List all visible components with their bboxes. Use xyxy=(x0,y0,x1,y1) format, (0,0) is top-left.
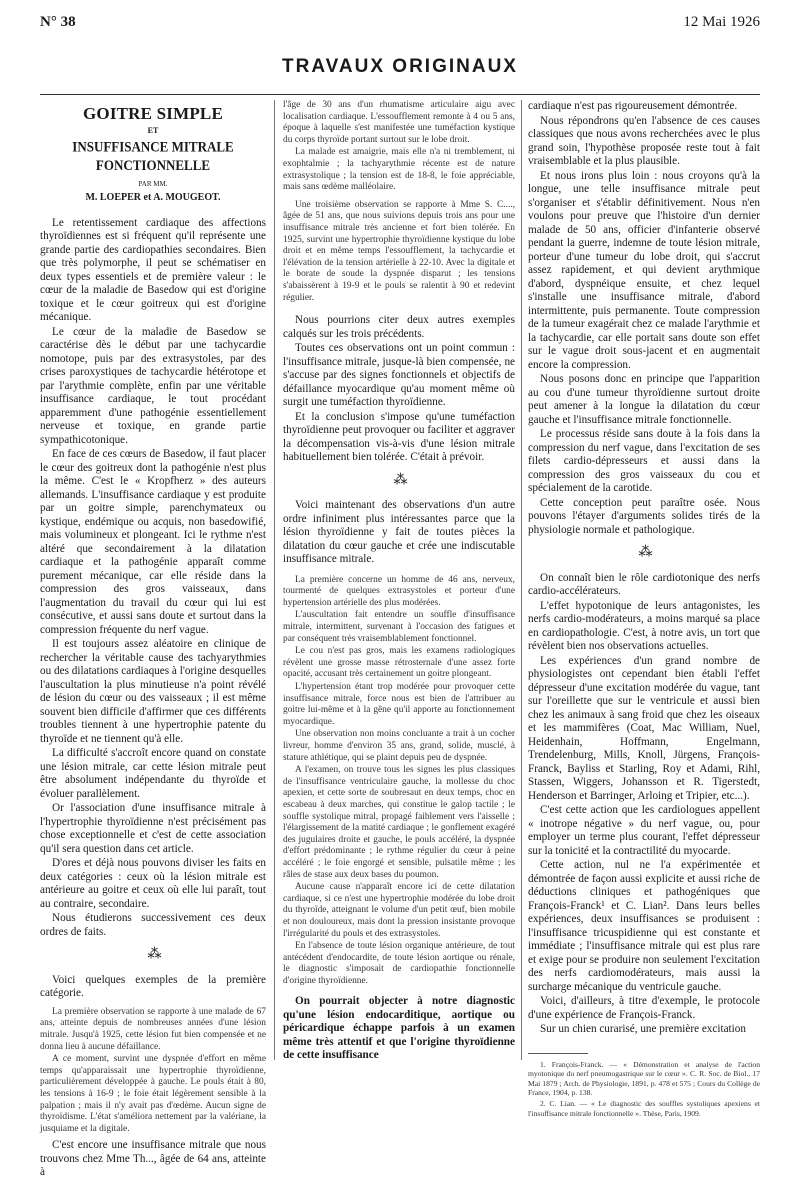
section-title: TRAVAUX ORIGINAUX xyxy=(282,56,518,77)
footnote: 1. François-Franck. — « Démonstration et analyse de l'action myotonique du nerf pneumogastrique sur le cœur ». C. R. Soc. de Biol., 17 Mai 1879 ; Arch. de Physiologie, 1891, p. 478 et 575 ; Cours du Collège de France, 1904, p. 138. xyxy=(528,1059,760,1098)
paragraph: Nous étudierons successivement ces deux ordres de faits. xyxy=(40,912,266,938)
observation-paragraph: A ce moment, survint une dyspnée d'effort en même temps qu'apparaissait une hypertrophie thyroïdienne, particulièrement développée à gauche. Le pouls était à 80, les tensions à 16-9 ; le foie était légèrement sensible à la palpation ; mais il n'y avait pas d'œdème. Aucun signe de thyroïdisme. L'état s'améliora nettement par la valériane, la jusquiame et la digitale. xyxy=(40,1054,266,1134)
issue-number: N° 38 xyxy=(40,14,76,30)
paragraph: Cette action, nul ne l'a expérimentée et démontrée de façon aussi explicite et aussi riche de déductions cliniques et pathogéniques que François-Franck¹ et C. Lian². Dans leurs belles expériences, deux insuffisances se produisent : l'insuffisance tricuspidienne qui est constante et immédiate ; l'insuffisance mitrale qui est plus rare et exige pour se produire non seulement l'excitation des nerfs cardiomodérateurs, mais aussi la surcharge mécanique du ventricule gauche. xyxy=(528,859,760,993)
article-subtitle: INSUFFISANCE MITRALE FONCTIONNELLE xyxy=(72,137,234,173)
paragraph: Sur un chien curarisé, une première excitation xyxy=(540,1023,746,1036)
observation-paragraph: A l'examen, on trouve tous les signes les plus classiques de l'insuffisance ventriculaire gauche, la mollesse du choc apexien, et cette sorte de soubresaut en deux temps, choc en escabeau à deux marches, qui constitue le galop tactile ; le souffle systolique mitral, propagé faiblement vers l'aisselle ; l'élargissement de la matité cardiaque ; le gonflement exagéré des jugulaires droite et gauche, le pouls accéléré, la dyspnée d'effort prédominante ; le rythme régulier du cœur à peine accéléré ; le foie engorgé et sensible, pulsatile même ; les râles de stase aux deux bases du poumon. xyxy=(283,765,515,880)
paragraph: Les expériences d'un grand nombre de physiologistes ont cependant bien établi l'effet dépresseur d'une excitation modérée du vague, tant sur l'oreillette que sur le ventricule et aussi bien chez les animaux à sang froid que chez les oiseaux et les mammifères (Coat, Mac William, Nuel, Heidenhain, Hoffmann, Engelmann, Trendelenburg, Mills, Knoll, Jürgens, François-Franck, Bayliss et Starling, Roy et Adami, Rihl, Stassen, Wiggers, Johansson et R. Tigerstedt, Henderson et Barringer, Arloing et Tripier, etc...). xyxy=(528,654,760,802)
observation-paragraph: La première concerne un homme de 46 ans, nerveux, tourmenté de quelques extrasystoles et porteur d'une hypertension artérielle des plus modérées. xyxy=(283,574,515,608)
paragraph: En face de ces cœurs de Basedow, il faut placer le cœur des goitreux dont la pathogénie n'est plus la même. C'est le « Kropfherz » des auteurs allemands. L'insuffisance cardiaque y est produite par un goitre simple, parenchymateux ou kystique, endémique ou acquis, non basedowifié, mais volumineux et plongeant. Ici le rythme n'est altéré que secondairement à la dilatation cardiaque et la pathogénie apparaît comme purement mécanique, car elle réside dans la compression des gros vaisseaux, dans l'augmentation du travail du cœur qui lui est consécutive, et aussi sans doute et surtout dans la compression fréquente du nerf vague. xyxy=(40,448,266,636)
observation-paragraph: Une observation non moins concluante a trait à un cocher livreur, homme d'environ 35 ans, grand, solide, musclé, à stature athlétique, qui se plaint depuis peu de dyspnée. xyxy=(283,729,515,763)
observation-paragraph: L'hypertension étant trop modérée pour provoquer cette insuffisance mitrale, force nous est bien de l'attribuer au goitre lui-même et à la gêne qu'il apporte au fonctionnement myocardique. xyxy=(283,682,515,727)
paragraph: La difficulté s'accroît encore quand on constate une lésion mitrale, car cette lésion mitrale peut être absolument indépendante du thyroïde et évoluer parallèlement. xyxy=(40,747,266,800)
paragraph: C'est encore une insuffisance mitrale que nous trouvons chez Mme Th..., âgée de 64 ans, atteinte à xyxy=(40,1139,266,1179)
column-divider xyxy=(274,100,275,1060)
paragraph: Nous répondrons qu'en l'absence de ces causes classiques que nous avons recherchées avec le plus grand soin, l'hypothèse proposée reste tout à fait vraisemblable et la plus plausible. xyxy=(528,114,760,167)
paragraph: Cette conception peut paraître osée. Nous pouvons l'étayer d'arguments solides tirés de la physiologie normale et pathologique. xyxy=(528,496,760,536)
observation-paragraph: La malade est amaigrie, mais elle n'a ni tremblement, ni exophtalmie ; la tachyarythmie récente est de nature extrasystolique ; la tension est de 18-8, le foie appréciable, mais sans œdème malléolaire. xyxy=(283,147,515,193)
paragraph: Nous pourrions citer deux autres exemples calqués sur les trois précédents. xyxy=(283,314,515,340)
paragraph: Et nous irons plus loin : nous croyons qu'à la longue, une telle insuffisance mitrale peut s'organiser et s'établir définitivement. Nous n'en voulons pour preuve que l'histoire d'un dernier malade de 50 ans, officier d'infanterie observé pendant la guerre, indemne de toute lésion mitrale, porteur d'une tumeur du lobe droit, qui s'accrut assez rapidement, et qui devient arythmique d'abord, dyspnéique ensuite, et chez lequel s'installe une insuffisance mitrale, d'abord intermittente, puis permanente. Toute compression de la tumeur exagérait chez ce malade l'arythmie et la tachycardie, car elle portait sans doute son effet sur le vague droit sous-jacent et en augmentait encore la compression. xyxy=(528,169,760,371)
issue-date: 12 Mai 1926 xyxy=(683,14,760,30)
paragraph: L'effet hypotonique de leurs antagonistes, les nerfs cardio-modérateurs, a moins marqué sa place en cardiopathologie. C'est, à notre avis, un tort que révèlent bien nos observations actuelles. xyxy=(528,599,760,653)
section-stars: ⁂ xyxy=(638,545,650,560)
column-divider xyxy=(521,100,522,1060)
observation-paragraph: l'âge de 30 ans d'un rhumatisme articulaire aigu avec localisation cardiaque. L'essoufflement remonte à 4 ou 5 ans, époque à laquelle s'est manifestée une tuméfaction kystique du corps thyroïde portant surtout sur le lobe droit. xyxy=(283,100,515,145)
observation-paragraph: La première observation se rapporte à une malade de 67 ans, atteinte depuis de nombreuses années d'une lésion mitrale. Jusqu'à 1925, cette lésion fut bien compensée et ne donna lieu à aucune défaillance. xyxy=(40,1006,266,1052)
column-2 xyxy=(283,100,515,1068)
paragraph: C'est cette action que les cardiologues appellent « inotrope négative » du nerf vague, ou, pour employer un terme plus courant, l'effet dépresseur sur la tonicité et la contractilité du myocarde. xyxy=(528,804,760,857)
observation-paragraph: Une troisième observation se rapporte à Mme S. C...., âgée de 51 ans, que nous suivions depuis trois ans pour une insuffisance mitrale très ancienne et fort bien tolérée. En 1925, survint une hypertrophie thyroïdienne kystique du lobe droit et en même temps l'essoufflement, la tachycardie et l'élévation de la tension artérielle à 22-10. Avec la digitale et le borate de soude la dyspnée disparut ; les tensions s'abaissèrent à 19-9 et le pouls se ralentit à 90 et redevint régulier. xyxy=(283,199,515,303)
paragraph: Et la conclusion s'impose qu'une tuméfaction thyroïdienne peut provoquer ou faciliter et aggraver la décompensation vis-à-vis d'une lésion mitrale habituellement bien tolérée. C'était à prévoir. xyxy=(283,410,515,464)
footnote-rule xyxy=(528,1053,588,1054)
byline-prefix: PAR MM. xyxy=(138,179,168,188)
paragraph: Nous posons donc en principe que l'apparition au cou d'une tumeur thyroïdienne surtout droite peut amener à la longue la dilatation du cœur gauche et l'insuffisance mitrale fonctionnelle. xyxy=(528,373,760,426)
title-conjunction: ET xyxy=(147,126,159,135)
paragraph: Toutes ces observations ont un point commun : l'insuffisance mitrale, jusque-là bien compensée, ne s'accuse par des signes fonctionnels et objectifs de défaillance myocardique qu'au moment même où surgit une tuméfaction thyroïdienne. xyxy=(283,342,515,409)
observation-paragraph: Aucune cause n'apparaît encore ici de cette dilatation cardiaque, si ce n'est une hypertrophie modérée du lobe droit du thyroïde, atteignant le volume d'un petit œuf, bien mobile et non douloureux, mais dont la pression insistante provoque l'irrégularité du pouls et des extrasystoles. xyxy=(283,882,515,939)
paragraph: Il est toujours assez aléatoire en clinique de rechercher la véritable cause des tachyarythmies ou des dilatations cardiaques à l'origine desquelles l'auscultation la plus minutieuse n'a point révélé de lésion du cœur ou des vaisseaux ; il est même souvent bien difficile d'affirmer que ces différents troubles tiennent à une hypertrophie patente du thyroïde et ne tiennent qu'à elle. xyxy=(40,638,266,745)
page-header xyxy=(40,14,760,36)
paragraph: Voici, d'ailleurs, à titre d'exemple, le protocole d'une expérience de François-Franck. xyxy=(528,995,760,1021)
paragraph: On connaît bien le rôle cardiotonique des nerfs cardio-accélérateurs. xyxy=(528,571,760,598)
paragraph: Le cœur de la maladie de Basedow se caractérise dès le début par une tachycardie nomotope, puis par des extrasystoles, par des crises paroxystiques de tachycardie hétérotope et par l'arythmie complète, enfin par une véritable insuffisance cardiaque, le tout procédant apparemment d'une pathogénie essentiellement nerveuse et toxique, en grande partie sympathicotonique. xyxy=(40,325,266,446)
footnote: 2. C. Lian. — « Le diagnostic des souffles systoliques apexiens et l'insuffisance mitrale fonctionnelle ». Thèse, Paris, 1909. xyxy=(528,1098,760,1118)
paragraph: Or l'association d'une insuffisance mitrale à l'hypertrophie thyroïdienne n'est précisément pas chose exceptionnelle et c'est de cette association qu'il sera question dans cet article. xyxy=(40,802,266,855)
column-1 xyxy=(40,100,266,1179)
header-rule xyxy=(40,94,760,95)
paragraph: cardiaque n'est pas rigoureusement démontrée. xyxy=(528,100,738,112)
observation-paragraph: Le cou n'est pas gros, mais les examens radiologiques révèlent une grosse masse rétrosternale d'une assez forte opacité, accusant très certainement un goitre plongeant. xyxy=(283,646,515,680)
article-authors: M. LOEPER et A. MOUGEOT. xyxy=(85,192,221,204)
paragraph: Voici maintenant des observations d'un autre ordre infiniment plus intéressantes parce que la lésion thyroïdienne y fait de toutes pièces la dilatation du cœur gauche et crée une indiscutable insuffisance mitrale. xyxy=(283,499,515,566)
observation-paragraph: L'auscultation fait entendre un souffle d'insuffisance mitrale, intermittent, survenant à l'occasion des fatigues et par conséquent très vraisemblablement fonctionnel. xyxy=(283,610,515,644)
paragraph: Voici quelques exemples de la première catégorie. xyxy=(40,973,266,1000)
column-3 xyxy=(528,100,760,1118)
article-title: GOITRE SIMPLE xyxy=(82,104,224,123)
observation-paragraph: En l'absence de toute lésion organique antérieure, de tout antécédent d'endocardite, de toute lésion aortique ou rénale, le diagnostic s'imposait de cardiopathie fonctionnelle d'origine thyroïdienne. xyxy=(283,941,515,986)
paragraph: Le processus réside sans doute à la fois dans la compression du nerf vague, dans l'excitation de ses filets cardio-dépresseurs et aussi dans la compression des gros vaisseaux du cou et spécialement de la carotide. xyxy=(528,428,760,494)
section-stars: ⁂ xyxy=(147,947,159,963)
paragraph: On pourrait objecter à notre diagnostic qu'une lésion endocarditique, aortique ou péricardique échappe parfois à un examen même très attentif et que l'origine thyroïdienne de cette insuffisance xyxy=(283,995,515,1062)
section-stars: ⁂ xyxy=(393,472,405,488)
paragraph: Le retentissement cardiaque des affections thyroïdiennes est si fréquent qu'il représente une grande partie des cardiopathies secondaires. Bien que très polymorphe, il peut se schématiser en deux types essentiels et de première valeur : le cœur de la maladie de Basedow qui est d'origine toxique et le cœur goitreux qui est d'origine mécanique. xyxy=(40,216,266,324)
paragraph: D'ores et déjà nous pouvons diviser les faits en deux catégories : ceux où la lésion mitrale est antérieure au goitre et ceux où elle lui paraît, tout au contraire, secondaire. xyxy=(40,857,266,910)
